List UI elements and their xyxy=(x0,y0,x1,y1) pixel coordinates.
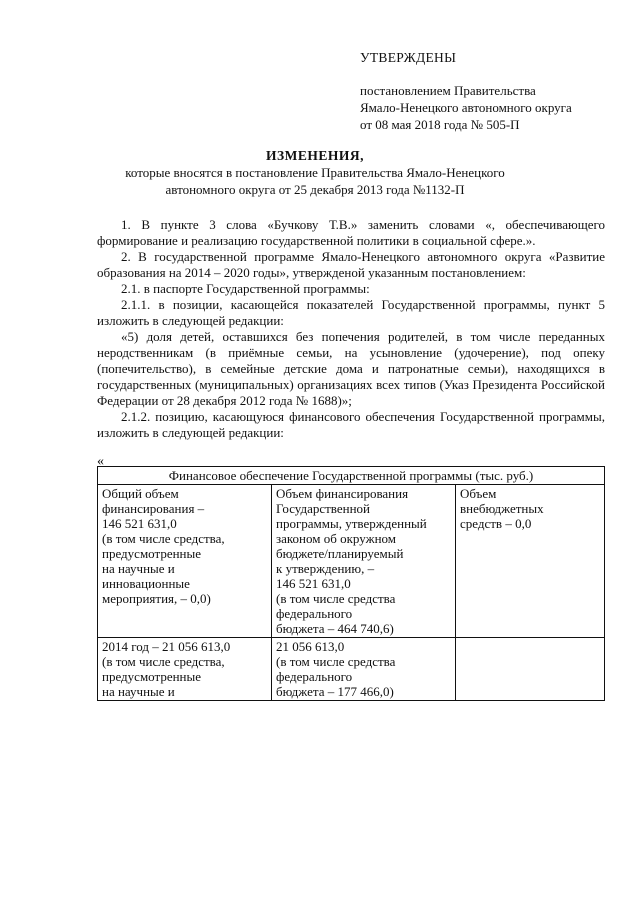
cell-line: Объем финансирования xyxy=(276,486,409,501)
cell-line: предусмотренные xyxy=(102,669,202,684)
cell-line: законом об окружном xyxy=(276,531,397,546)
cell-line: внебюджетных xyxy=(460,501,544,516)
cell-line: 146 521 631,0 xyxy=(102,516,177,531)
table-cell xyxy=(98,638,272,701)
table-cell xyxy=(272,638,456,701)
cell-line: программы, утвержденный xyxy=(276,516,427,531)
paragraph: 1. В пункте 3 слова «Бучкову Т.В.» заменить словами «, обеспечивающего формирование и реализацию государственной политики в социальной сфере.». xyxy=(97,217,605,248)
document-subtitle-line: которые вносятся в постановление Правительства Ямало-Ненецкого xyxy=(125,165,505,180)
approval-line: постановлением Правительства xyxy=(360,83,536,98)
table-cell xyxy=(456,638,605,701)
paragraph: 2.1.1. в позиции, касающейся показателей Государственной программы, пункт 5 изложить в следующей редакции: xyxy=(97,297,605,328)
table-cell xyxy=(272,485,456,638)
table-header: Финансовое обеспечение Государственной программы (тыс. руб.) xyxy=(98,467,605,485)
cell-line: финансирования – xyxy=(102,501,205,516)
table-row xyxy=(98,485,605,638)
financing-table xyxy=(97,466,605,701)
cell-line: 21 056 613,0 xyxy=(276,639,345,654)
document-body xyxy=(97,217,605,441)
cell-line: инновационные xyxy=(102,576,190,591)
cell-line: (в том числе средства xyxy=(276,654,396,669)
paragraph: «5) доля детей, оставшихся без попечения родителей, в том числе переданных неродственникам (в приёмные семьи, на усыновление (удочерение), под опеку (попечительство), в семейные детские дома и патронатные семьи), находящихся в государственных (муниципальных) организациях всех типов (Указ Президента Российской Федерации от 28 декабря 2012 года № 1688)»; xyxy=(97,329,605,408)
cell-line: бюджете/планируемый xyxy=(276,546,404,561)
document-title: ИЗМЕНЕНИЯ, xyxy=(265,148,364,163)
cell-line: федерального xyxy=(276,606,353,621)
cell-line: Общий объем xyxy=(102,486,179,501)
approval-line: Ямало-Ненецкого автономного округа xyxy=(360,100,572,115)
cell-line: на научные и xyxy=(102,561,175,576)
cell-line: средств – 0,0 xyxy=(460,516,532,531)
table-header-row xyxy=(98,467,605,485)
cell-line: (в том числе средства, xyxy=(102,531,225,546)
quote-open-mark: « xyxy=(97,454,104,469)
approval-line: от 08 мая 2018 года № 505-П xyxy=(360,117,520,132)
cell-line: мероприятия, – 0,0) xyxy=(102,591,211,606)
paragraph: 2.1.2. позицию, касающуюся финансового обеспечения Государственной программы, изложить в следующей редакции: xyxy=(97,409,605,440)
cell-line: 146 521 631,0 xyxy=(276,576,351,591)
approval-title: УТВЕРЖДЕНЫ xyxy=(360,50,457,65)
cell-line: на научные и xyxy=(102,684,175,699)
cell-line: предусмотренные xyxy=(102,546,202,561)
cell-line: бюджета – 177 466,0) xyxy=(276,684,394,699)
cell-line: бюджета – 464 740,6) xyxy=(276,621,394,636)
cell-line: Объем xyxy=(460,486,497,501)
table-row xyxy=(98,638,605,701)
cell-line: Государственной xyxy=(276,501,371,516)
cell-line: 2014 год – 21 056 613,0 xyxy=(102,639,231,654)
table-cell xyxy=(456,485,605,638)
table-cell xyxy=(98,485,272,638)
document-heading xyxy=(95,148,535,198)
approval-block xyxy=(360,50,630,133)
cell-line: федерального xyxy=(276,669,353,684)
document-subtitle-line: автономного округа от 25 декабря 2013 года №1132-П xyxy=(165,182,465,197)
paragraph: 2.1. в паспорте Государственной программы: xyxy=(121,281,370,296)
paragraph: 2. В государственной программе Ямало-Ненецкого автономного округа «Развитие образования на 2014 – 2020 годы», утвержденой указанным постановлением: xyxy=(97,249,605,280)
cell-line: (в том числе средства, xyxy=(102,654,225,669)
cell-line: (в том числе средства xyxy=(276,591,396,606)
cell-line: к утверждению, – xyxy=(276,561,375,576)
